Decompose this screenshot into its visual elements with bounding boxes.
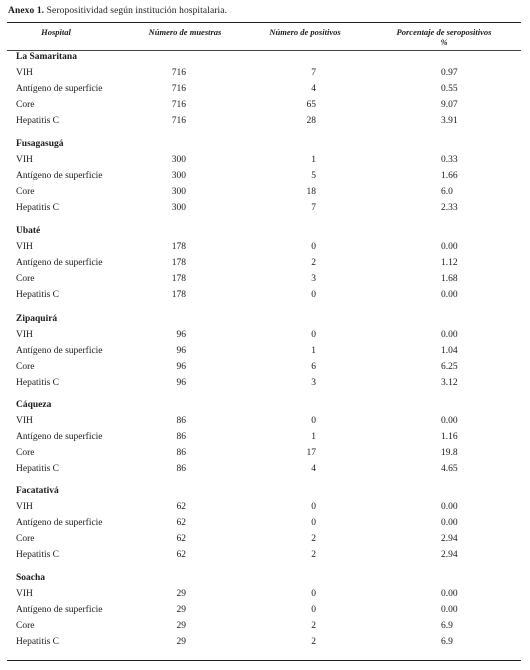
table-row (0, 550, 530, 566)
caption-label: Anexo 1. (8, 6, 45, 16)
cell-test: Hepatitis C (16, 290, 60, 300)
cell-muestras: 716 (171, 100, 186, 110)
cell-test: Antígeno de superficie (16, 518, 103, 528)
cell-porcentaje: 19.8 (441, 448, 458, 458)
table-row (0, 605, 530, 621)
cell-test: Antígeno de superficie (16, 346, 103, 356)
cell-muestras: 62 (176, 534, 186, 544)
cell-porcentaje: 4.65 (441, 464, 458, 474)
cell-positivos: 7 (311, 203, 316, 213)
hospital-group-title: Ubaté (16, 226, 41, 236)
cell-porcentaje: 0.33 (441, 155, 458, 165)
cell-porcentaje: 2.33 (441, 203, 458, 213)
header-positivos: Número de positivos (269, 27, 341, 37)
cell-porcentaje: 6.9 (441, 621, 453, 631)
cell-test: Antígeno de superficie (16, 432, 103, 442)
cell-test: Hepatitis C (16, 464, 60, 474)
table-row (0, 242, 530, 258)
cell-positivos: 0 (311, 242, 316, 252)
cell-porcentaje: 0.00 (441, 589, 458, 599)
header-hospital: Hospital (41, 27, 71, 37)
cell-positivos: 28 (306, 116, 316, 126)
table-row (0, 416, 530, 432)
cell-muestras: 300 (171, 155, 186, 165)
cell-positivos: 2 (311, 534, 316, 544)
cell-muestras: 29 (176, 621, 186, 631)
header-rule (7, 50, 521, 51)
header-porcentaje-line1: Porcentaje de seropositivos (396, 27, 492, 37)
cell-muestras: 29 (176, 637, 186, 647)
cell-porcentaje: 6.0 (441, 187, 453, 197)
hospital-group-title: Zipaquirá (16, 314, 58, 324)
table-row (0, 637, 530, 653)
table-row (0, 84, 530, 100)
cell-test: Hepatitis C (16, 203, 60, 213)
cell-porcentaje: 2.94 (441, 534, 458, 544)
cell-muestras: 62 (176, 502, 186, 512)
cell-porcentaje: 0.00 (441, 330, 458, 340)
cell-muestras: 716 (171, 84, 186, 94)
cell-test: Core (16, 100, 35, 110)
cell-test: Hepatitis C (16, 637, 60, 647)
cell-positivos: 1 (311, 432, 316, 442)
cell-positivos: 2 (311, 637, 316, 647)
cell-positivos: 65 (306, 100, 316, 110)
cell-test: Hepatitis C (16, 378, 60, 388)
cell-positivos: 0 (311, 416, 316, 426)
cell-positivos: 0 (311, 605, 316, 615)
cell-positivos: 5 (311, 171, 316, 181)
table-row (0, 100, 530, 116)
cell-porcentaje: 0.00 (441, 242, 458, 252)
cell-porcentaje: 1.12 (441, 258, 458, 268)
table-row (0, 116, 530, 132)
cell-positivos: 2 (311, 550, 316, 560)
cell-porcentaje: 1.04 (441, 346, 458, 356)
table-row (0, 258, 530, 274)
cell-test: Hepatitis C (16, 550, 60, 560)
cell-positivos: 1 (311, 155, 316, 165)
cell-muestras: 86 (176, 464, 186, 474)
cell-porcentaje: 6.9 (441, 637, 453, 647)
caption-text: Seropositividad según institución hospitalaria. (46, 6, 228, 16)
cell-muestras: 86 (176, 448, 186, 458)
table-row (0, 589, 530, 605)
table-row (0, 362, 530, 378)
cell-muestras: 716 (171, 68, 186, 78)
cell-test: Antígeno de superficie (16, 84, 103, 94)
cell-positivos: 0 (311, 290, 316, 300)
cell-porcentaje: 0.00 (441, 605, 458, 615)
cell-muestras: 96 (176, 378, 186, 388)
cell-test: Core (16, 187, 35, 197)
cell-muestras: 300 (171, 203, 186, 213)
cell-test: Antígeno de superficie (16, 171, 103, 181)
cell-test: Core (16, 621, 35, 631)
table-row (0, 290, 530, 306)
cell-test: Antígeno de superficie (16, 258, 103, 268)
cell-muestras: 96 (176, 330, 186, 340)
cell-porcentaje: 0.00 (441, 502, 458, 512)
cell-muestras: 178 (171, 242, 186, 252)
table-row (0, 502, 530, 518)
cell-test: VIH (16, 502, 33, 512)
cell-muestras: 62 (176, 518, 186, 528)
cell-test: VIH (16, 589, 33, 599)
table-bottom-rule (7, 660, 521, 661)
cell-test: Antígeno de superficie (16, 605, 103, 615)
cell-positivos: 3 (311, 378, 316, 388)
table-row (0, 346, 530, 362)
cell-positivos: 3 (311, 274, 316, 284)
cell-porcentaje: 3.12 (441, 378, 458, 388)
cell-porcentaje: 0.00 (441, 290, 458, 300)
cell-porcentaje: 1.66 (441, 171, 458, 181)
cell-muestras: 178 (171, 258, 186, 268)
cell-porcentaje: 0.00 (441, 518, 458, 528)
cell-positivos: 1 (311, 346, 316, 356)
cell-porcentaje: 2.94 (441, 550, 458, 560)
cell-porcentaje: 0.97 (441, 68, 458, 78)
cell-porcentaje: 0.55 (441, 84, 458, 94)
cell-positivos: 0 (311, 330, 316, 340)
table-row (0, 155, 530, 171)
header-porcentaje (384, 27, 504, 47)
cell-porcentaje: 9.07 (441, 100, 458, 110)
cell-porcentaje: 1.68 (441, 274, 458, 284)
table-row (0, 432, 530, 448)
cell-test: VIH (16, 155, 33, 165)
cell-muestras: 86 (176, 416, 186, 426)
cell-muestras: 29 (176, 589, 186, 599)
cell-porcentaje: 3.91 (441, 116, 458, 126)
cell-test: Core (16, 448, 35, 458)
cell-positivos: 6 (311, 362, 316, 372)
cell-porcentaje: 1.16 (441, 432, 458, 442)
hospital-group-title: Facatativá (16, 486, 59, 496)
table-row (0, 378, 530, 394)
cell-test: Core (16, 534, 35, 544)
cell-test: VIH (16, 416, 33, 426)
table-row (0, 534, 530, 550)
cell-test: Core (16, 362, 35, 372)
hospital-group-title: Cáqueza (16, 400, 52, 410)
cell-positivos: 7 (311, 68, 316, 78)
table-row (0, 187, 530, 203)
cell-muestras: 96 (176, 346, 186, 356)
table-row (0, 518, 530, 534)
cell-muestras: 62 (176, 550, 186, 560)
cell-positivos: 2 (311, 258, 316, 268)
cell-test: VIH (16, 242, 33, 252)
table-row (0, 274, 530, 290)
cell-muestras: 86 (176, 432, 186, 442)
header-porcentaje-line2: % (440, 37, 448, 47)
hospital-group-title: La Samaritana (16, 52, 77, 62)
cell-porcentaje: 0.00 (441, 416, 458, 426)
hospital-group-title: Soacha (16, 573, 46, 583)
table-row (0, 203, 530, 219)
cell-positivos: 2 (311, 621, 316, 631)
cell-test: VIH (16, 330, 33, 340)
header-muestras: Número de muestras (148, 27, 222, 37)
cell-muestras: 300 (171, 171, 186, 181)
table-row (0, 464, 530, 480)
cell-positivos: 0 (311, 589, 316, 599)
cell-positivos: 4 (311, 84, 316, 94)
table-row (0, 171, 530, 187)
cell-muestras: 178 (171, 274, 186, 284)
table-top-rule (7, 22, 521, 23)
table-row (0, 330, 530, 346)
cell-muestras: 96 (176, 362, 186, 372)
table-row (0, 68, 530, 84)
cell-muestras: 178 (171, 290, 186, 300)
table-caption (8, 6, 227, 16)
cell-test: Hepatitis C (16, 116, 60, 126)
cell-positivos: 17 (306, 448, 316, 458)
cell-test: VIH (16, 68, 33, 78)
hospital-group-title: Fusagasugá (16, 139, 64, 149)
cell-positivos: 0 (311, 502, 316, 512)
cell-positivos: 4 (311, 464, 316, 474)
cell-positivos: 18 (306, 187, 316, 197)
cell-muestras: 300 (171, 187, 186, 197)
cell-muestras: 716 (171, 116, 186, 126)
cell-test: Core (16, 274, 35, 284)
cell-positivos: 0 (311, 518, 316, 528)
table-row (0, 621, 530, 637)
cell-porcentaje: 6.25 (441, 362, 458, 372)
cell-muestras: 29 (176, 605, 186, 615)
table-row (0, 448, 530, 464)
